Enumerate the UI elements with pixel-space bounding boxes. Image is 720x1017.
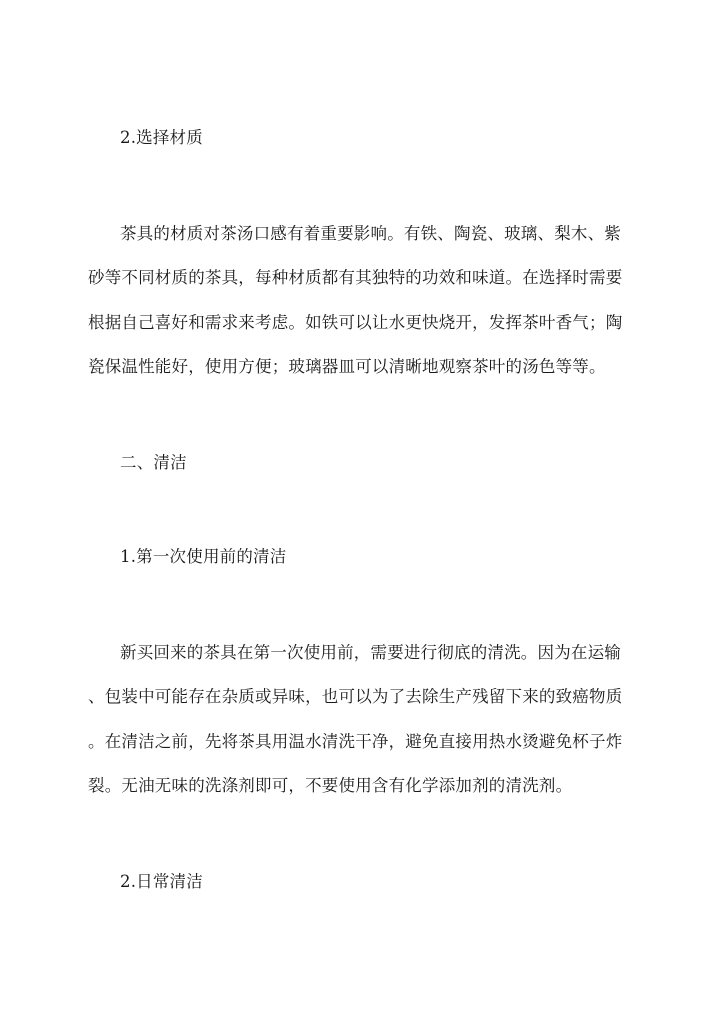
paragraph-line: 新买回来的茶具在第一次使用前，需要进行彻底的清洗。因为在运输 <box>120 643 621 662</box>
section-heading-material: 2.选择材质 <box>120 128 203 147</box>
paragraph-line: 砂等不同材质的茶具，每种材质都有其独特的功效和味道。在选择时需要 <box>88 268 623 287</box>
paragraph-line: 茶具的材质对茶汤口感有着重要影响。有铁、陶瓷、玻璃、梨木、紫 <box>120 224 621 243</box>
section-heading-daily: 2.日常清洁 <box>120 872 203 891</box>
paragraph-line: 、包装中可能存在杂质或异味，也可以为了去除生产残留下来的致癌物质 <box>88 687 623 706</box>
paragraph-line: 裂。无油无味的洗涤剂即可，不要使用含有化学添加剂的清洗剂。 <box>88 776 573 795</box>
section-heading-first-use: 1.第一次使用前的清洁 <box>120 547 287 566</box>
paragraph-line: 根据自己喜好和需求来考虑。如铁可以让水更快烧开，发挥茶叶香气；陶 <box>88 313 623 332</box>
paragraph-line: 。在清洁之前，先将茶具用温水清洗干净，避免直接用热水烫避免杯子炸 <box>88 732 623 751</box>
chapter-heading-cleaning: 二、清洁 <box>120 453 187 472</box>
paragraph-line: 瓷保温性能好，使用方便；玻璃器皿可以清晰地观察茶叶的汤色等等。 <box>88 357 606 376</box>
